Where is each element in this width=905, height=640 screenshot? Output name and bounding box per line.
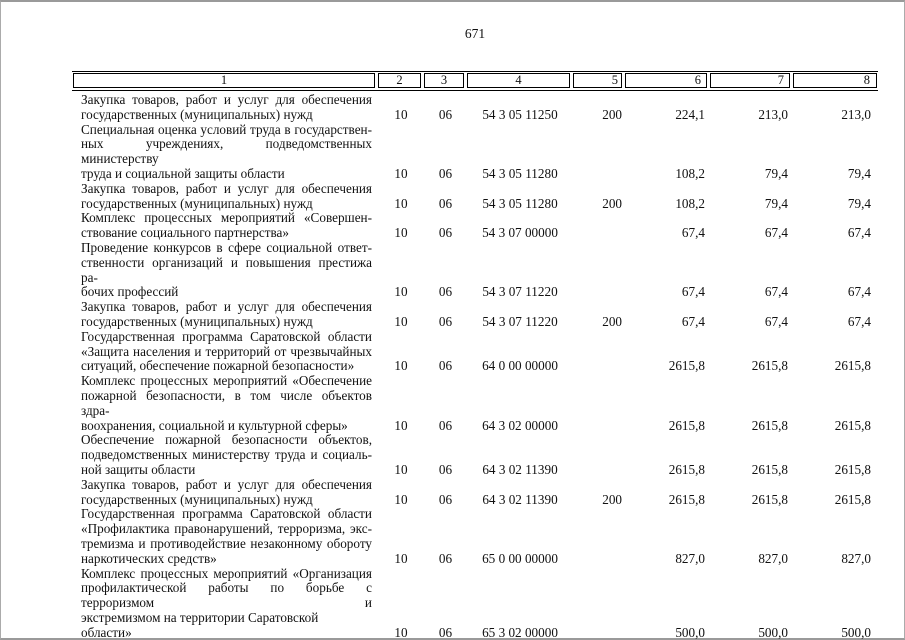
table-row <box>73 507 877 566</box>
description-cell <box>73 567 378 640</box>
description-line: ситуаций, обеспечение пожарной безопасности» <box>81 358 355 374</box>
section-code-cell: 10 <box>394 417 408 433</box>
description-line: бочих профессий <box>81 284 179 300</box>
description-cell <box>73 182 378 212</box>
amount-col7-cell: 2615,8 <box>751 491 788 507</box>
table-row <box>73 433 877 477</box>
description-line: «Профилактика правонарушений, терроризма, экс- <box>81 521 372 537</box>
header-cell-3: 3 <box>424 73 464 88</box>
amount-col7-cell: 500,0 <box>758 624 788 640</box>
description-line: Комплекс процессных мероприятий «Обеспечение <box>81 373 372 389</box>
amount-col7-cell: 827,0 <box>758 550 788 566</box>
subsection-code-cell: 06 <box>438 624 453 640</box>
description-line: труда и социальной защиты области <box>81 165 285 181</box>
description-line: государственных (муниципальных) нужд <box>81 106 313 122</box>
table-row <box>73 374 877 433</box>
header-cell-7: 7 <box>710 73 790 88</box>
section-code-cell: 10 <box>394 313 408 329</box>
target-item-code-cell: 54 3 05 11280 <box>482 195 558 211</box>
table-row <box>73 330 877 374</box>
description-line: Государственная программа Саратовской области <box>81 328 372 344</box>
description-line: Закупка товаров, работ и услуг для обеспечения <box>81 476 372 492</box>
header-cell-4: 4 <box>467 73 570 88</box>
header-cell-5: 5 <box>573 73 622 88</box>
section-code-cell: 10 <box>394 195 408 211</box>
amount-col6-cell: 108,2 <box>675 195 705 211</box>
amount-col6-cell: 67,4 <box>681 225 705 241</box>
page-number: 671 <box>464 26 486 41</box>
amount-col6-cell: 2615,8 <box>668 461 705 477</box>
description-line: «Защита населения и территорий от чрезвычайных <box>81 343 372 359</box>
header-cell-6: 6 <box>625 73 707 88</box>
description-line: тремизма и противодействие незаконному обороту <box>81 535 372 551</box>
description-line: Закупка товаров, работ и услуг для обеспечения <box>81 299 372 315</box>
amount-col8-cell: 79,4 <box>847 195 871 211</box>
table-row <box>73 211 877 241</box>
amount-col7-cell: 2615,8 <box>751 417 788 433</box>
description-line: ствование социального партнерства» <box>81 225 289 241</box>
description-cell <box>73 241 378 300</box>
section-code-cell: 10 <box>394 225 408 241</box>
amount-col6-cell: 500,0 <box>675 624 705 640</box>
subsection-code-cell: 06 <box>438 225 453 241</box>
amount-col7-cell: 79,4 <box>764 195 788 211</box>
amount-col6-cell: 2615,8 <box>668 491 705 507</box>
table-row <box>73 241 877 300</box>
subsection-code-cell: 06 <box>438 461 453 477</box>
amount-col8-cell: 2615,8 <box>834 461 871 477</box>
amount-col7-cell: 2615,8 <box>751 358 788 374</box>
amount-col6-cell: 67,4 <box>681 313 705 329</box>
table-row <box>73 182 877 212</box>
amount-col6-cell: 827,0 <box>675 550 705 566</box>
subsection-code-cell: 06 <box>438 195 453 211</box>
description-cell <box>73 123 378 182</box>
description-cell <box>73 330 378 374</box>
description-cell <box>73 93 378 123</box>
target-item-code-cell: 54 3 07 00000 <box>482 225 558 241</box>
amount-col6-cell: 108,2 <box>675 165 705 181</box>
description-line: пожарной безопасности, в том числе объектов здра- <box>81 387 372 418</box>
amount-col8-cell: 827,0 <box>841 550 871 566</box>
expense-kind-code-cell: 200 <box>602 491 622 507</box>
table-body <box>73 93 877 640</box>
amount-col6-cell: 67,4 <box>681 284 705 300</box>
amount-col8-cell: 2615,8 <box>834 491 871 507</box>
subsection-code-cell: 06 <box>438 491 453 507</box>
amount-col6-cell: 224,1 <box>675 106 705 122</box>
subsection-code-cell: 06 <box>438 358 453 374</box>
description-cell <box>73 507 378 566</box>
section-code-cell: 10 <box>394 461 408 477</box>
description-line: Обеспечение пожарной безопасности объектов, <box>81 432 372 448</box>
subsection-code-cell: 06 <box>438 417 453 433</box>
amount-col6-cell: 2615,8 <box>668 358 705 374</box>
subsection-code-cell: 06 <box>438 106 453 122</box>
section-code-cell: 10 <box>394 284 408 300</box>
amount-col8-cell: 67,4 <box>847 284 871 300</box>
target-item-code-cell: 54 3 05 11250 <box>482 106 558 122</box>
amount-col7-cell: 67,4 <box>764 284 788 300</box>
description-line: профилактической работы по борьбе с терроризмом и <box>81 580 372 611</box>
amount-col7-cell: 79,4 <box>764 165 788 181</box>
subsection-code-cell: 06 <box>438 550 453 566</box>
table-row <box>73 93 877 123</box>
target-item-code-cell: 64 3 02 00000 <box>482 417 558 433</box>
table-row <box>73 478 877 508</box>
table-row <box>73 123 877 182</box>
description-line: государственных (муниципальных) нужд <box>81 491 313 507</box>
amount-col7-cell: 67,4 <box>764 225 788 241</box>
amount-col7-cell: 2615,8 <box>751 461 788 477</box>
amount-col8-cell: 213,0 <box>841 106 871 122</box>
description-line: Комплекс процессных мероприятий «Организация <box>81 565 372 581</box>
description-line: экстремизмом на территории Саратовской области» <box>81 609 319 640</box>
amount-col8-cell: 2615,8 <box>834 358 871 374</box>
description-line: государственных (муниципальных) нужд <box>81 195 313 211</box>
description-line: воохранения, социальной и культурной сферы» <box>81 417 348 433</box>
expense-kind-code-cell: 200 <box>602 195 622 211</box>
header-cell-2: 2 <box>378 73 421 88</box>
header-cell-1: 1 <box>73 73 375 88</box>
section-code-cell: 10 <box>394 491 408 507</box>
description-line: наркотических средств» <box>81 550 217 566</box>
description-line: Закупка товаров, работ и услуг для обеспечения <box>81 180 372 196</box>
expense-kind-code-cell: 200 <box>602 106 622 122</box>
target-item-code-cell: 64 0 00 00000 <box>482 358 558 374</box>
table-row <box>73 300 877 330</box>
subsection-code-cell: 06 <box>438 165 453 181</box>
description-line: подведомственных министерству труда и социаль- <box>81 447 372 463</box>
table-row <box>73 567 877 640</box>
target-item-code-cell: 54 3 07 11220 <box>482 284 558 300</box>
description-line: государственных (муниципальных) нужд <box>81 313 313 329</box>
section-code-cell: 10 <box>394 624 408 640</box>
amount-col8-cell: 2615,8 <box>834 417 871 433</box>
description-line: Закупка товаров, работ и услуг для обеспечения <box>81 92 372 107</box>
amount-col6-cell: 2615,8 <box>668 417 705 433</box>
section-code-cell: 10 <box>394 550 408 566</box>
description-line: Комплекс процессных мероприятий «Совершен- <box>81 210 372 226</box>
header-cell-8: 8 <box>793 73 877 88</box>
amount-col7-cell: 67,4 <box>764 313 788 329</box>
description-cell <box>73 433 378 477</box>
description-line: Специальная оценка условий труда в государствен- <box>81 121 372 137</box>
description-cell <box>73 211 378 241</box>
target-item-code-cell: 64 3 02 11390 <box>482 461 558 477</box>
document-page <box>73 2 877 640</box>
target-item-code-cell: 54 3 07 11220 <box>482 313 558 329</box>
description-cell <box>73 300 378 330</box>
amount-col8-cell: 500,0 <box>841 624 871 640</box>
section-code-cell: 10 <box>394 358 408 374</box>
target-item-code-cell: 65 3 02 00000 <box>482 624 558 640</box>
description-line: Проведение конкурсов в сфере социальной ответ- <box>81 239 372 255</box>
section-code-cell: 10 <box>394 165 408 181</box>
description-cell <box>73 478 378 508</box>
subsection-code-cell: 06 <box>438 284 453 300</box>
description-line: ной защиты области <box>81 461 196 477</box>
amount-col8-cell: 67,4 <box>847 313 871 329</box>
target-item-code-cell: 64 3 02 11390 <box>482 491 558 507</box>
table-header-row <box>73 73 877 88</box>
amount-col8-cell: 79,4 <box>847 165 871 181</box>
section-code-cell: 10 <box>394 106 408 122</box>
amount-col7-cell: 213,0 <box>758 106 788 122</box>
description-cell <box>73 374 378 433</box>
target-item-code-cell: 65 0 00 00000 <box>482 550 558 566</box>
target-item-code-cell: 54 3 05 11280 <box>482 165 558 181</box>
description-line: ственности организаций и повышения престижа ра- <box>81 254 372 285</box>
description-line: ных учреждениях, подведомственных министерству <box>81 136 372 167</box>
amount-col8-cell: 67,4 <box>847 225 871 241</box>
subsection-code-cell: 06 <box>438 313 453 329</box>
description-line: Государственная программа Саратовской области <box>81 506 372 522</box>
expense-kind-code-cell: 200 <box>602 313 622 329</box>
